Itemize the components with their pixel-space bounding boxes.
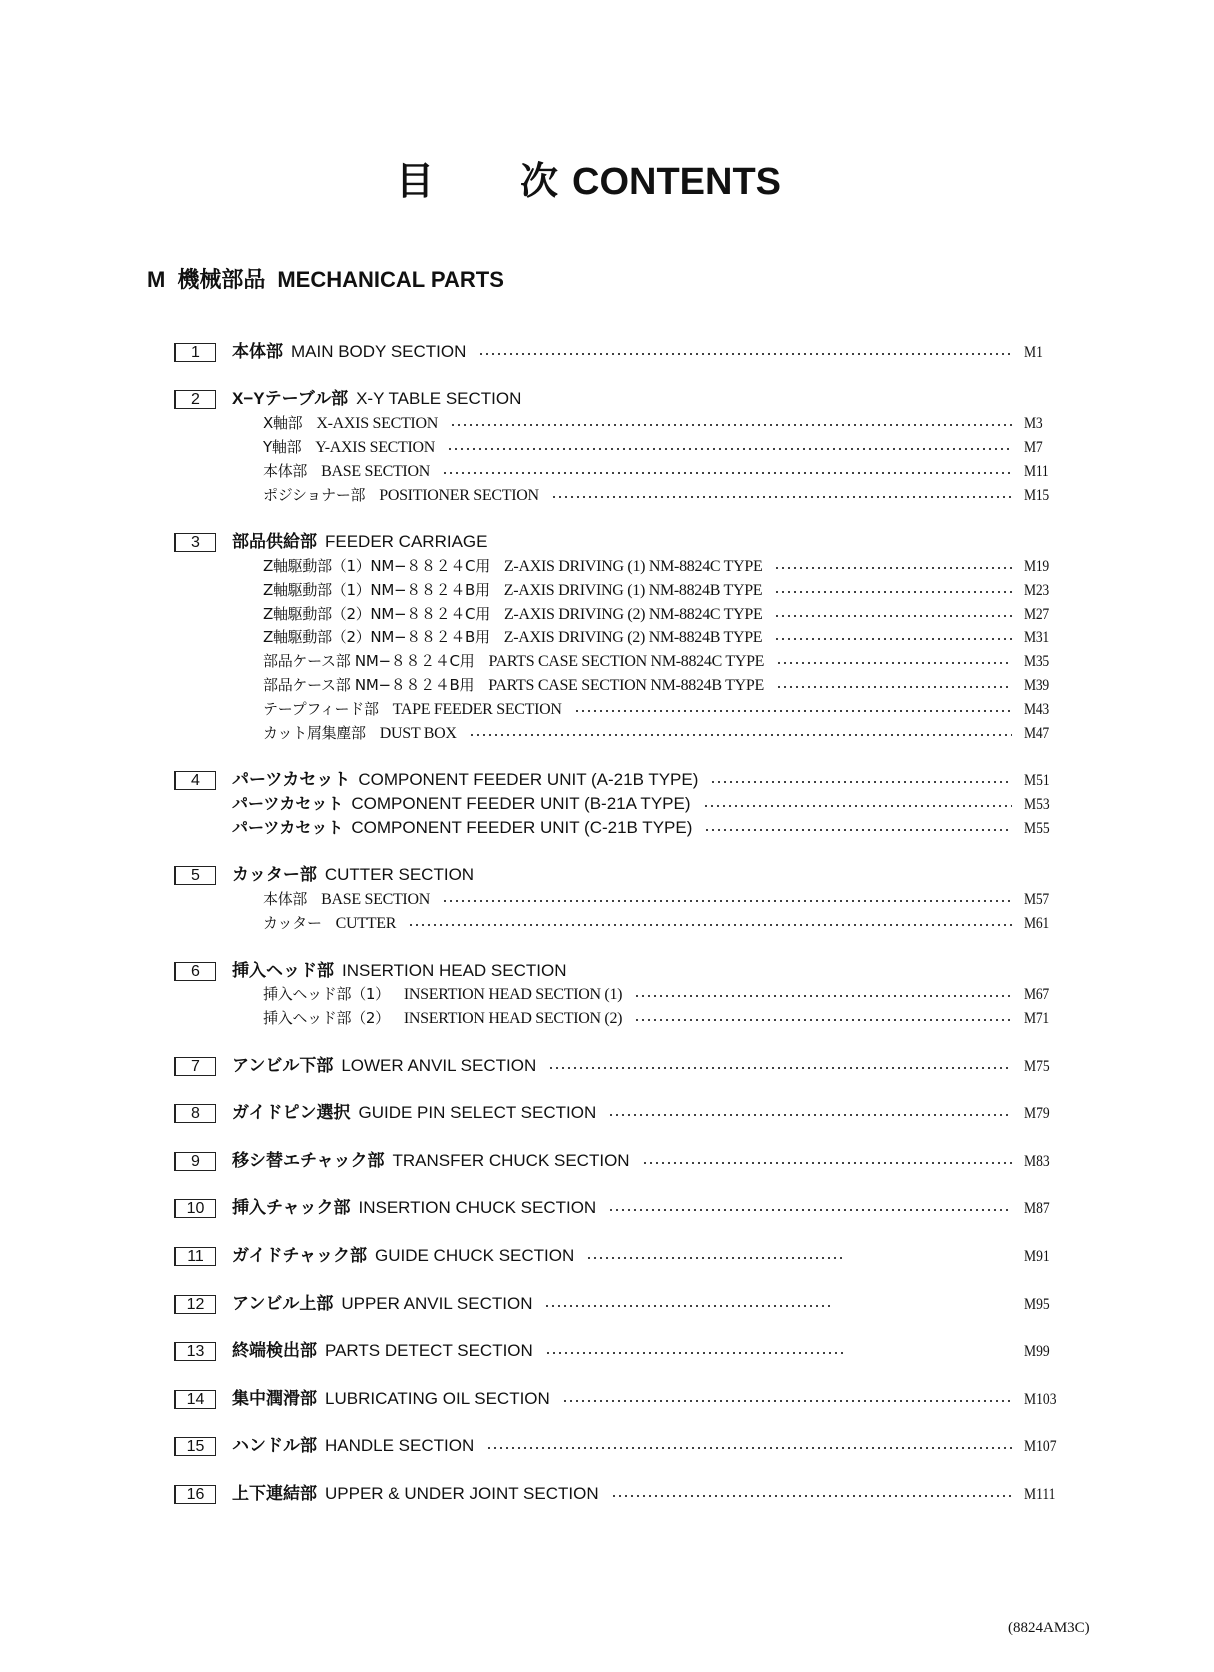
page-number: M67 [1024, 986, 1049, 1004]
entry-jp-title: 本体部 [232, 341, 283, 361]
entry-en-title: INSERTION HEAD SECTION [342, 960, 567, 980]
dot-leader [776, 660, 1012, 666]
subentry-jp-title: X軸部 [263, 414, 303, 433]
toc-subentry[interactable] [174, 481, 1074, 505]
subentry-jp-title: テープフィード部 [263, 699, 379, 718]
toc-group [174, 1290, 1074, 1314]
toc-subentry[interactable] [174, 790, 1074, 814]
subentry-jp-title: パーツカセット [232, 793, 344, 813]
entry-en-title: HANDLE SECTION [325, 1436, 475, 1456]
page-title [396, 150, 781, 205]
section-number-box: 5 [174, 866, 216, 885]
page-number: M7 [1024, 438, 1043, 456]
page-number: M43 [1024, 700, 1049, 718]
toc-subentry[interactable] [174, 981, 1074, 1005]
section-number-box: 10 [174, 1199, 216, 1218]
title-kanji-1: 目 [396, 161, 435, 203]
section-number-box: 8 [174, 1104, 216, 1123]
subentry-jp-title: ポジショナー部 [263, 485, 366, 504]
entry-jp-title: 部品供給部 [232, 532, 317, 552]
page-number: M57 [1024, 891, 1049, 909]
toc-entry[interactable] [174, 1337, 1074, 1361]
subentry-en-title: Z-AXIS DRIVING (2) NM-8824B TYPE [503, 629, 763, 647]
subentry-en-title: TAPE FEEDER SECTION [392, 700, 562, 718]
dot-leader [408, 922, 1012, 928]
dot-leader [447, 446, 1012, 452]
subentry-en-title: POSITIONER SECTION [379, 486, 539, 504]
entry-jp-title: 移シ替エチャック部 [232, 1150, 385, 1170]
dot-leader [774, 613, 1012, 619]
document-code: (8824AM3C) [1008, 1620, 1090, 1636]
entry-en-title: TRANSFER CHUCK SECTION [392, 1150, 630, 1170]
section-number-box: 9 [174, 1152, 216, 1171]
page-number: M83 [1024, 1152, 1050, 1170]
dot-leader [544, 1303, 834, 1309]
dot-leader [776, 684, 1012, 690]
subentry-en-title: DUST BOX [379, 724, 457, 742]
section-number-box: 6 [174, 962, 216, 981]
entry-en-title: UPPER ANVIL SECTION [341, 1293, 533, 1313]
page-number: M19 [1024, 557, 1049, 575]
toc-subentry[interactable] [174, 457, 1074, 481]
subentry-jp-title: カッター [263, 913, 322, 932]
subentry-jp-title: Y軸部 [263, 437, 302, 456]
entry-jp-title: 終端検出部 [232, 1341, 317, 1361]
page-number: M111 [1024, 1486, 1056, 1504]
section-number-box: 14 [174, 1390, 216, 1409]
subentry-en-title: BASE SECTION [321, 891, 430, 909]
section-number-box: 1 [174, 343, 216, 362]
toc-entry[interactable] [174, 766, 1074, 790]
toc-subentry[interactable] [174, 433, 1074, 457]
toc-subentry[interactable] [174, 695, 1074, 719]
subentry-jp-title: 部品ケース部 NM−８８２４B用 [263, 675, 475, 694]
toc-subentry[interactable] [174, 552, 1074, 576]
entry-jp-title: パーツカセット [232, 770, 351, 790]
section-en: MECHANICAL PARTS [277, 267, 504, 292]
dot-leader [774, 565, 1012, 571]
entry-jp-title: 挿入チャック部 [232, 1198, 351, 1218]
dot-leader [574, 708, 1012, 714]
toc-group [174, 1433, 1074, 1457]
subentry-jp-title: カット屑集塵部 [263, 723, 366, 742]
page-number: M23 [1024, 581, 1049, 599]
subentry-jp-title: 部品ケース部 NM−８８２４C用 [263, 652, 475, 671]
dot-leader [551, 494, 1012, 500]
title-english: CONTENTS [572, 161, 782, 203]
section-number-box: 7 [174, 1057, 216, 1076]
subentry-en-title: Y-AXIS SECTION [315, 438, 436, 456]
page-number: M27 [1024, 605, 1049, 623]
subentry-jp-title: 本体部 [263, 890, 308, 909]
toc-entry[interactable] [174, 1385, 1074, 1409]
dot-leader [608, 1207, 1012, 1213]
entry-jp-title: X−Yテーブル部 [232, 389, 349, 409]
entry-en-title: INSERTION CHUCK SECTION [358, 1198, 597, 1218]
page-number: M87 [1024, 1200, 1050, 1218]
toc-subentry[interactable] [174, 671, 1074, 695]
page-number: M53 [1024, 795, 1050, 813]
section-jp: 機械部品 [177, 267, 266, 292]
toc-subentry[interactable] [174, 647, 1074, 671]
toc-group [174, 528, 1074, 742]
entry-en-title: PARTS DETECT SECTION [325, 1341, 533, 1361]
toc-subentry[interactable] [174, 814, 1074, 838]
subentry-jp-title: 挿入ヘッド部（1） [263, 985, 390, 1004]
toc-group [174, 1100, 1074, 1124]
subentry-en-title: BASE SECTION [321, 462, 430, 480]
entry-jp-title: 挿入ヘッド部 [232, 960, 334, 980]
dot-leader [608, 1112, 1012, 1118]
subentry-en-title: PARTS CASE SECTION NM-8824C TYPE [488, 653, 765, 671]
entry-en-title: GUIDE PIN SELECT SECTION [358, 1103, 597, 1123]
toc-entry[interactable] [174, 1100, 1074, 1124]
dot-leader [586, 1255, 846, 1261]
entry-jp-title: ガイドピン選択 [232, 1103, 351, 1123]
toc-group [174, 338, 1074, 362]
page-number: M51 [1024, 772, 1050, 790]
toc-entry[interactable] [174, 1242, 1074, 1266]
page-number: M91 [1024, 1248, 1050, 1266]
page-number: M79 [1024, 1105, 1050, 1123]
toc-entry[interactable] [174, 957, 1074, 981]
dot-leader [642, 1160, 1012, 1166]
toc-entry[interactable] [174, 862, 1074, 886]
toc-entry[interactable] [174, 386, 1074, 410]
toc-entry[interactable] [174, 1480, 1074, 1504]
toc-group [174, 766, 1074, 837]
section-number-box: 16 [174, 1485, 216, 1504]
page-number: M1 [1024, 343, 1043, 361]
toc-entry[interactable] [174, 1147, 1074, 1171]
dot-leader [710, 779, 1012, 785]
dot-leader [545, 1350, 845, 1356]
entry-en-title: FEEDER CARRIAGE [325, 532, 488, 552]
subentry-jp-title: Z軸駆動部（2）NM−８８２４B用 [263, 628, 490, 647]
toc-subentry[interactable] [174, 600, 1074, 624]
toc-entry[interactable] [174, 1052, 1074, 1076]
page-number: M61 [1024, 914, 1049, 932]
page-number: M15 [1024, 486, 1049, 504]
dot-leader [774, 636, 1012, 642]
subentry-en-title: X-AXIS SECTION [316, 415, 438, 433]
entry-en-title: CUTTER SECTION [324, 865, 475, 885]
toc-group [174, 1052, 1074, 1076]
toc-group [174, 1337, 1074, 1361]
entry-jp-title: アンビル上部 [232, 1293, 334, 1313]
toc-entry[interactable] [174, 1195, 1074, 1219]
page-number: M3 [1024, 415, 1043, 433]
dot-leader [562, 1398, 1012, 1404]
subentry-jp-title: 挿入ヘッド部（2） [263, 1009, 390, 1028]
section-number-box: 2 [174, 390, 216, 409]
toc-group [174, 386, 1074, 505]
toc-group [174, 1195, 1074, 1219]
subentry-jp-title: Z軸駆動部（2）NM−８８２４C用 [263, 604, 490, 623]
page-number: M35 [1024, 653, 1049, 671]
page-number: M95 [1024, 1295, 1050, 1313]
dot-leader [450, 422, 1012, 428]
entry-en-title: COMPONENT FEEDER UNIT (A-21B TYPE) [358, 770, 699, 790]
toc-entry[interactable] [174, 1433, 1074, 1457]
dot-leader [704, 827, 1012, 833]
page-number: M11 [1024, 462, 1049, 480]
dot-leader [486, 1445, 1012, 1451]
subentry-en-title: COMPONENT FEEDER UNIT (C-21B TYPE) [351, 817, 693, 837]
subentry-jp-title: パーツカセット [232, 817, 344, 837]
dot-leader [548, 1065, 1012, 1071]
toc-subentry[interactable] [174, 409, 1074, 433]
section-number-box: 12 [174, 1295, 216, 1314]
toc-entry[interactable] [174, 338, 1074, 362]
entry-jp-title: 上下連結部 [232, 1484, 317, 1504]
toc-group [174, 1385, 1074, 1409]
dot-leader [611, 1493, 1012, 1499]
subentry-en-title: INSERTION HEAD SECTION (2) [403, 1010, 623, 1028]
toc-subentry[interactable] [174, 1004, 1074, 1028]
section-heading [147, 263, 516, 294]
toc-group [174, 862, 1074, 933]
page-number: M107 [1024, 1438, 1057, 1456]
toc-group [174, 957, 1074, 1028]
dot-leader [634, 1017, 1012, 1023]
table-of-contents [174, 338, 1074, 1504]
dot-leader [478, 351, 1012, 357]
dot-leader [774, 589, 1012, 595]
toc-subentry[interactable] [174, 624, 1074, 648]
page-number: M39 [1024, 676, 1049, 694]
entry-jp-title: カッター部 [232, 865, 317, 885]
subentry-jp-title: Z軸駆動部（1）NM−８８２４C用 [263, 556, 490, 575]
section-number-box: 11 [174, 1247, 216, 1266]
section-letter: M [147, 267, 166, 292]
page-number: M55 [1024, 819, 1050, 837]
page-number: M47 [1024, 724, 1049, 742]
toc-entry[interactable] [174, 528, 1074, 552]
entry-en-title: LOWER ANVIL SECTION [341, 1055, 537, 1075]
toc-entry[interactable] [174, 1290, 1074, 1314]
subentry-en-title: Z-AXIS DRIVING (1) NM-8824B TYPE [503, 581, 763, 599]
page-number: M31 [1024, 629, 1049, 647]
title-kanji-2: 次 [520, 161, 559, 203]
dot-leader [703, 803, 1013, 809]
page-number: M103 [1024, 1390, 1057, 1408]
section-number-box: 3 [174, 533, 216, 552]
subentry-en-title: Z-AXIS DRIVING (2) NM-8824C TYPE [503, 605, 763, 623]
entry-en-title: X-Y TABLE SECTION [356, 389, 522, 409]
page-number: M71 [1024, 1010, 1049, 1028]
subentry-en-title: CUTTER [335, 914, 397, 932]
page-number: M75 [1024, 1057, 1050, 1075]
toc-subentry[interactable] [174, 576, 1074, 600]
toc-group [174, 1147, 1074, 1171]
entry-en-title: LUBRICATING OIL SECTION [325, 1388, 550, 1408]
entry-en-title: UPPER & UNDER JOINT SECTION [325, 1484, 599, 1504]
toc-group [174, 1242, 1074, 1266]
dot-leader [442, 470, 1012, 476]
entry-en-title: MAIN BODY SECTION [291, 341, 467, 361]
toc-subentry[interactable] [174, 909, 1074, 933]
toc-subentry[interactable] [174, 885, 1074, 909]
subentry-en-title: COMPONENT FEEDER UNIT (B-21A TYPE) [351, 793, 691, 813]
subentry-en-title: INSERTION HEAD SECTION (1) [403, 986, 623, 1004]
section-number-box: 4 [174, 771, 216, 790]
subentry-jp-title: Z軸駆動部（1）NM−８８２４B用 [263, 580, 490, 599]
dot-leader [442, 898, 1012, 904]
toc-subentry[interactable] [174, 719, 1074, 743]
entry-jp-title: ハンドル部 [232, 1436, 317, 1456]
entry-jp-title: ガイドチャック部 [232, 1246, 367, 1266]
dot-leader [634, 993, 1012, 999]
section-number-box: 15 [174, 1437, 216, 1456]
entry-jp-title: アンビル下部 [232, 1055, 334, 1075]
entry-jp-title: 集中潤滑部 [232, 1388, 317, 1408]
subentry-jp-title: 本体部 [263, 461, 308, 480]
entry-en-title: GUIDE CHUCK SECTION [374, 1246, 575, 1266]
section-number-box: 13 [174, 1342, 216, 1361]
page-number: M99 [1024, 1343, 1050, 1361]
subentry-en-title: Z-AXIS DRIVING (1) NM-8824C TYPE [503, 557, 763, 575]
dot-leader [469, 732, 1012, 738]
toc-group [174, 1480, 1074, 1504]
subentry-en-title: PARTS CASE SECTION NM-8824B TYPE [488, 676, 764, 694]
